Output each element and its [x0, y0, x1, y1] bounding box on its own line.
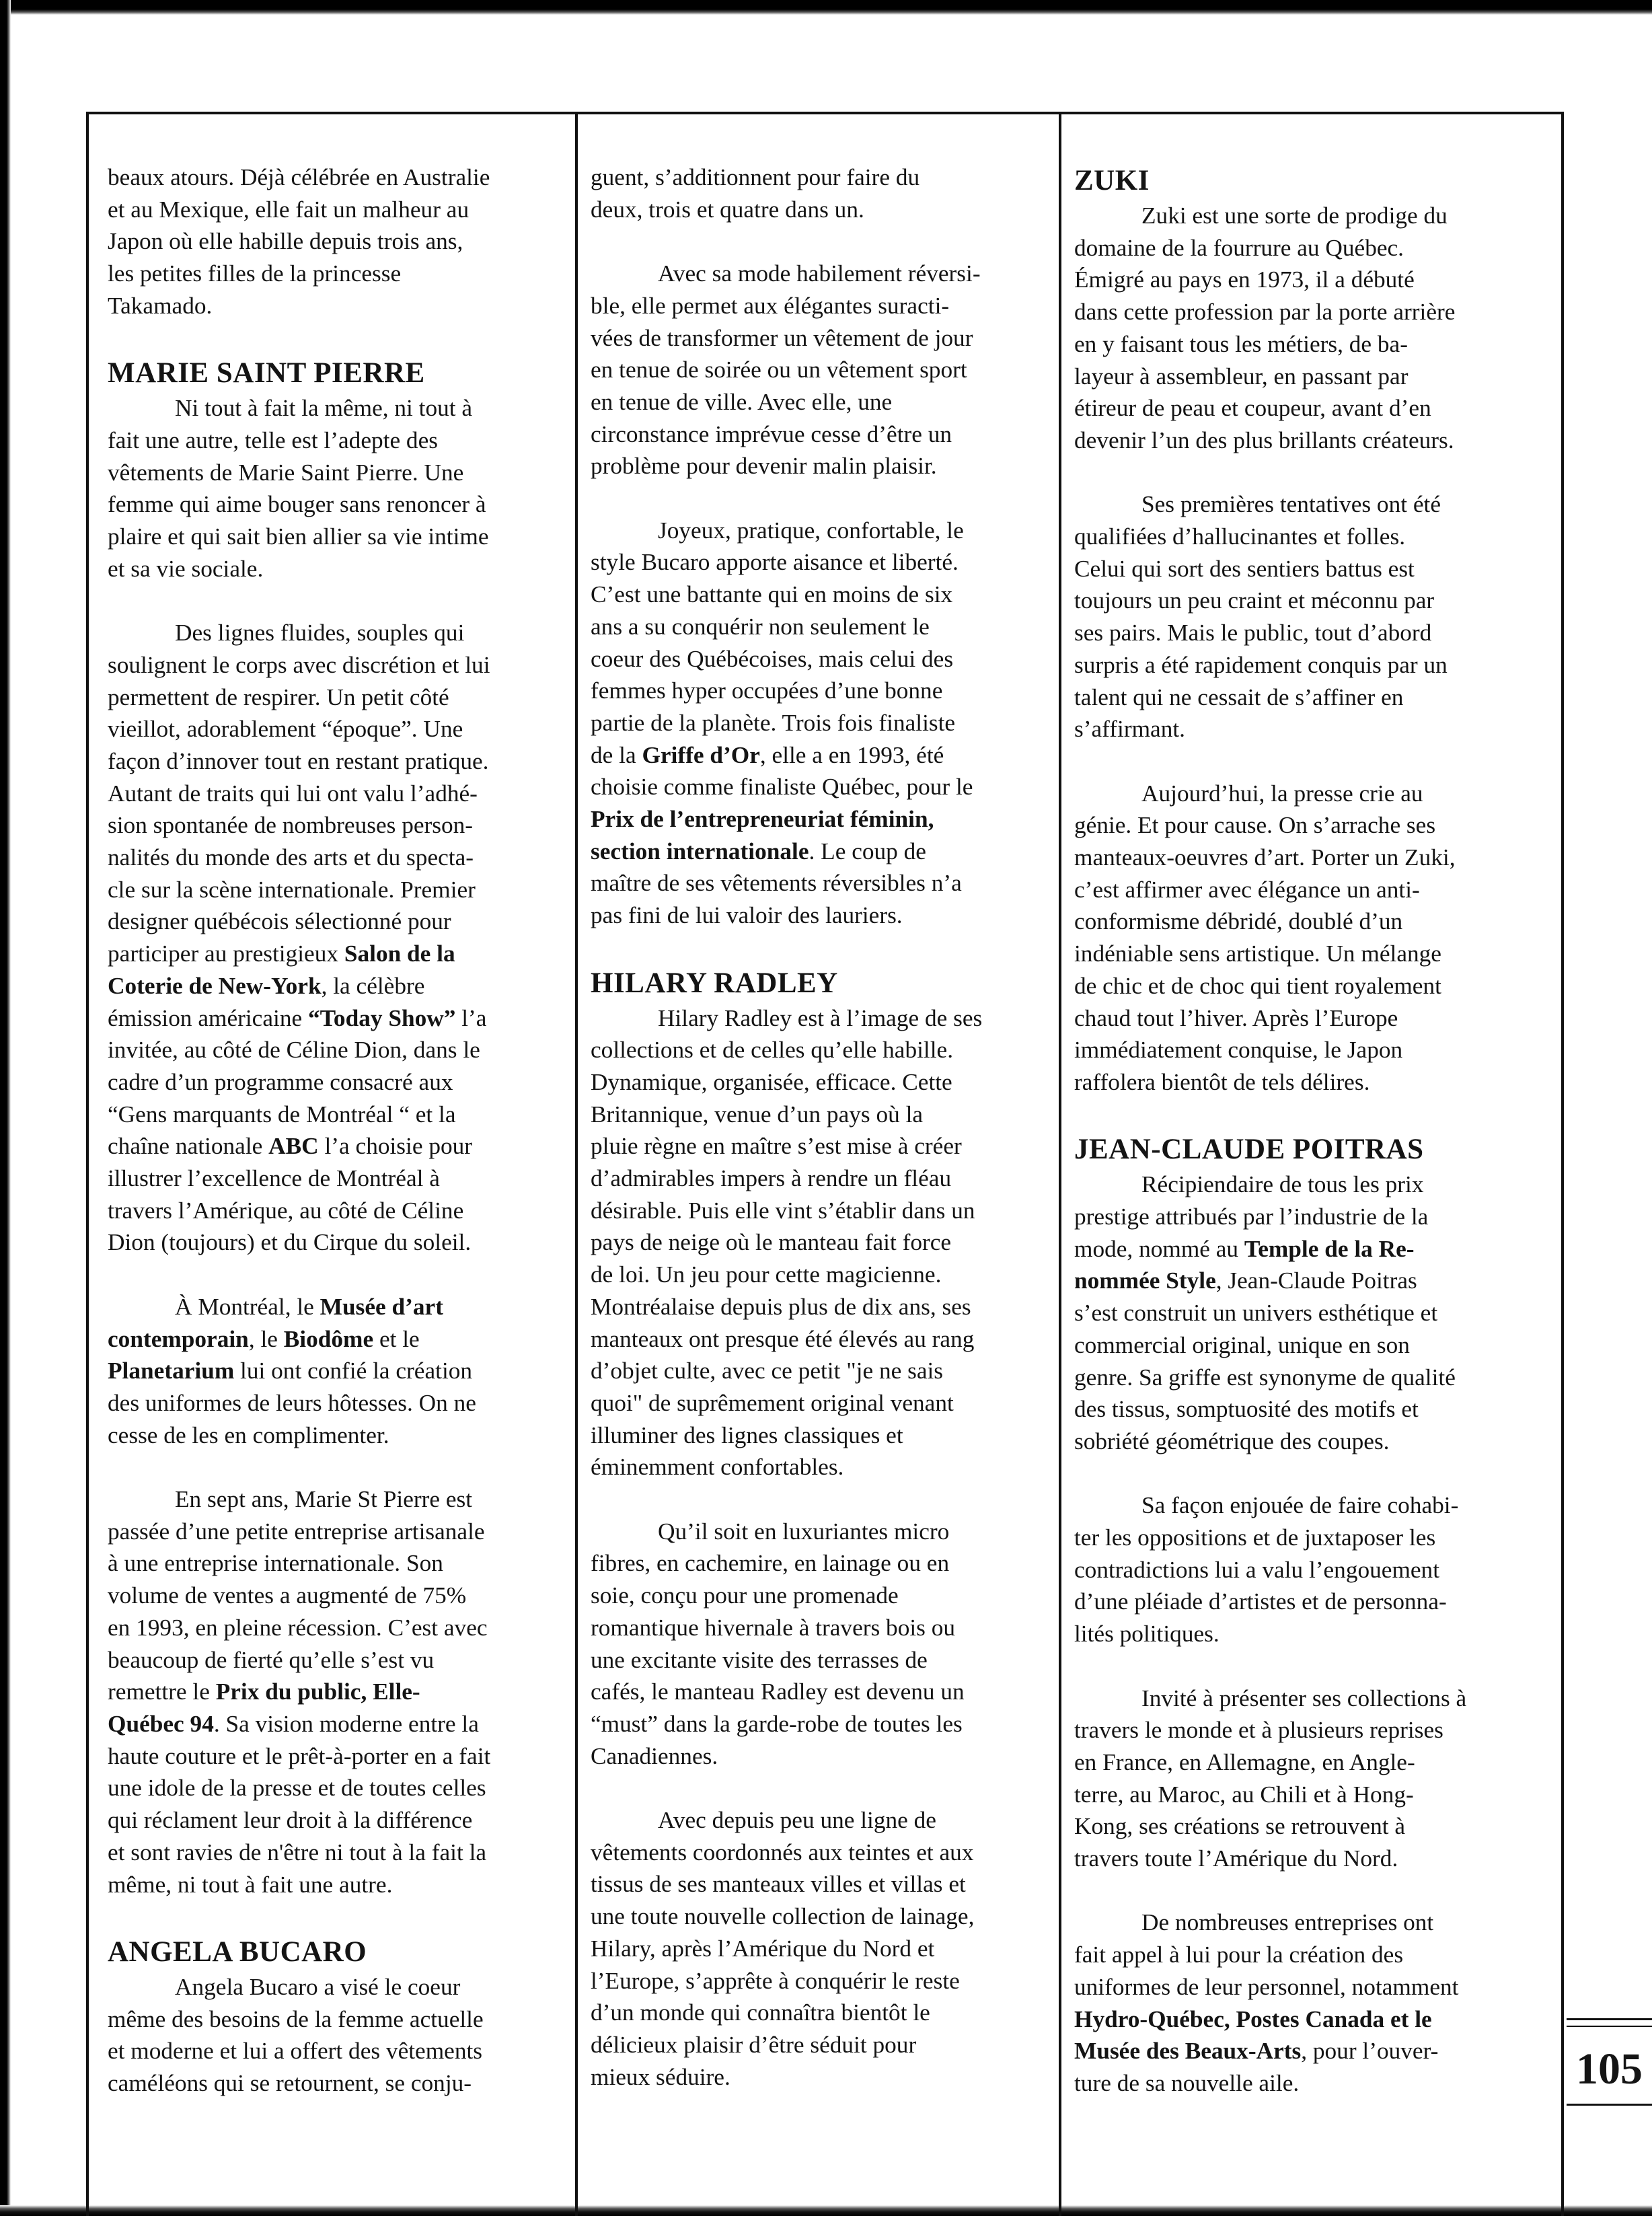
- text-line: éminemment confortables.: [591, 1454, 844, 1481]
- text-line: lités politiques.: [1074, 1621, 1219, 1648]
- paragraph-angela-1: [108, 1971, 572, 2100]
- paragraph-zuki-1: [1074, 200, 1538, 457]
- heading-angela-bucaro: ANGELA BUCARO: [108, 1935, 367, 1968]
- text-line: beaucoup de fierté qu’elle s’est vu: [108, 1646, 435, 1673]
- text-line: conformisme débridé, doublé d’un: [1074, 908, 1403, 935]
- text-line: [108, 1323, 572, 1356]
- text-line: quoi" de suprêmement original venant: [591, 1389, 954, 1416]
- text-line: De nombreuses entreprises ont: [1141, 1909, 1434, 1936]
- text-line: contradictions lui a valu l’engouement: [1074, 1556, 1440, 1583]
- text-line: Canadiennes.: [591, 1742, 718, 1769]
- paragraph-angela-continued: [591, 161, 1055, 225]
- text-line: choisie comme finaliste Québec, pour le: [591, 774, 973, 801]
- paragraph-poitras-4: [1074, 1907, 1538, 2099]
- text-line: “must” dans la garde-robe de toutes les: [591, 1710, 963, 1737]
- column-rule-2: [1059, 112, 1061, 2216]
- text-line: vêtements coordonnés aux teintes et aux: [591, 1839, 974, 1866]
- text-line: en tenue de soirée ou un vêtement sport: [591, 357, 967, 383]
- text-line: manteaux ont presque été élevés au rang: [591, 1325, 975, 1352]
- paragraph-marie-1: [108, 392, 572, 585]
- text-line: s’affirmant.: [1074, 716, 1185, 743]
- paragraph-angela-2: [591, 258, 1055, 482]
- text-line: et au Mexique, elle fait un malheur au: [108, 196, 470, 223]
- text-run: . Sa vision moderne entre la: [213, 1710, 479, 1737]
- text-line: En sept ans, Marie St Pierre est: [175, 1486, 473, 1513]
- text-line: ter les oppositions et de juxtaposer les: [1074, 1524, 1436, 1551]
- text-line: cafés, le manteau Radley est devenu un: [591, 1678, 965, 1705]
- text-line: coeur des Québécoises, mais celui des: [591, 645, 954, 672]
- text-line: immédiatement conquise, le Japon: [1074, 1037, 1403, 1064]
- bold-today-show: “Today Show”: [307, 1004, 456, 1031]
- text-line: uniformes de leur personnel, notamment: [1074, 1973, 1459, 2000]
- text-line: dans cette profession par la porte arrière: [1074, 299, 1456, 326]
- text-line: [591, 739, 1055, 772]
- bold-coterie-new-york: Coterie de New-York: [108, 972, 322, 999]
- text-line: fait une autre, telle est l’adepte des: [108, 427, 438, 453]
- text-line: l’Europe, s’apprête à conquérir le reste: [591, 1967, 960, 1994]
- text-line: femmes hyper occupées d’une bonne: [591, 677, 943, 704]
- text-line: [1074, 1265, 1538, 1297]
- text-run: chaîne nationale: [108, 1133, 269, 1160]
- text-line: nalités du monde des arts et du specta-: [108, 844, 474, 871]
- paragraph-marie-2: [108, 617, 572, 1259]
- text-line: chaud tout l’hiver. Après l’Europe: [1074, 1004, 1398, 1031]
- text-line: Zuki est une sorte de prodige du: [1141, 202, 1448, 229]
- text-line: maître de ses vêtements réversibles n’a: [591, 870, 962, 897]
- text-line: une excitante visite des terrasses de: [591, 1646, 928, 1673]
- text-line: fait appel à lui pour la création des: [1074, 1942, 1404, 1968]
- text-line: [108, 1291, 572, 1323]
- bold-abc: ABC: [268, 1133, 319, 1160]
- paragraph-zuki-3: [1074, 778, 1538, 1099]
- text-line: cadre d’un programme consacré aux: [108, 1068, 453, 1095]
- text-line: layeur à assembleur, en passant par: [1074, 363, 1409, 390]
- text-run: mode, nommé au: [1074, 1235, 1244, 1262]
- text-line: de chic et de choc qui tient royalement: [1074, 972, 1441, 999]
- bold-hydro-postes: Hydro-Québec, Postes Canada et le: [1074, 2005, 1432, 2032]
- text-line: même, ni tout à fait une autre.: [108, 1871, 393, 1898]
- text-line: génie. Et pour cause. On s’arrache ses: [1074, 812, 1436, 839]
- text-line: romantique hivernale à travers bois ou: [591, 1614, 956, 1641]
- text-line: prestige attribués par l’industrie de la: [1074, 1204, 1429, 1230]
- text-line: d’admirables impers à rendre un fléau: [591, 1165, 952, 1192]
- paragraph-marie-4: [108, 1483, 572, 1900]
- text-line: designer québécois sélectionné pour: [108, 908, 451, 935]
- text-line: pas fini de lui valoir des lauriers.: [591, 902, 903, 929]
- paragraph-hilary-2: [591, 1516, 1055, 1773]
- article-column-3: [1074, 161, 1538, 2112]
- text-line: sobriété géométrique des coupes.: [1074, 1428, 1390, 1454]
- text-line: ses pairs. Mais le public, tout d’abord: [1074, 620, 1432, 647]
- text-line: talent qui ne cessait de s’affiner en: [1074, 684, 1404, 710]
- paragraph-marie-3: [108, 1291, 572, 1452]
- text-line: délicieux plaisir d’être séduit pour: [591, 2032, 917, 2058]
- text-run: , pour l’ouver-: [1301, 2038, 1439, 2065]
- text-line: indéniable sens artistique. Un mélange: [1074, 940, 1441, 967]
- text-line: [1074, 1233, 1538, 1265]
- text-line: et moderne et lui a offert des vêtements: [108, 2038, 483, 2065]
- paragraph-poitras-1: [1074, 1169, 1538, 1457]
- text-line: deux, trois et quatre dans un.: [591, 196, 864, 223]
- paragraph-poitras-3: [1074, 1683, 1538, 1875]
- text-line: d’un monde qui connaîtra bientôt le: [591, 1999, 930, 2026]
- text-line: Takamado.: [108, 292, 213, 319]
- text-line: genre. Sa griffe est synonyme de qualité: [1074, 1364, 1456, 1391]
- text-line: les petites filles de la princesse: [108, 260, 402, 287]
- bold-prix-du-public: Prix du public, Elle-: [215, 1678, 420, 1705]
- bold-griffe-dor: Griffe d’Or: [642, 741, 760, 768]
- text-line: Qu’il soit en luxuriantes micro: [658, 1518, 950, 1545]
- text-line: Celui qui sort des sentiers battus est: [1074, 555, 1415, 582]
- text-line: style Bucaro apporte aisance et liberté.: [591, 549, 959, 576]
- text-line: Britannique, venue d’un pays où la: [591, 1101, 924, 1128]
- text-line: [108, 938, 572, 970]
- text-line: caméléons qui se retournent, se conju-: [108, 2070, 472, 2096]
- text-line: en y faisant tous les métiers, de ba-: [1074, 330, 1408, 357]
- paragraph-zuki-2: [1074, 488, 1538, 745]
- text-line: “Gens marquants de Montréal “ et la: [108, 1101, 456, 1128]
- heading-jean-claude-poitras: JEAN-CLAUDE POITRAS: [1074, 1134, 1424, 1166]
- text-line: [591, 836, 1055, 868]
- text-line: soulignent le corps avec discrétion et lui: [108, 651, 490, 678]
- text-line: cesse de les en complimenter.: [108, 1421, 389, 1448]
- heading-hilary-radley: HILARY RADLEY: [591, 967, 838, 999]
- text-line: commercial original, unique en son: [1074, 1331, 1410, 1358]
- text-line: circonstance imprévue cesse d’être un: [591, 420, 952, 447]
- text-line: Avec depuis peu une ligne de: [658, 1807, 936, 1834]
- text-line: une idole de la presse et de toutes celles: [108, 1775, 486, 1802]
- text-line: ans a su conquérir non seulement le: [591, 613, 930, 640]
- text-line: d’objet culte, avec ce petit "je ne sais: [591, 1358, 944, 1384]
- text-run: . Le coup de: [809, 838, 926, 864]
- text-line: toujours un peu craint et méconnu par: [1074, 587, 1435, 614]
- bold-musee-beaux-arts: Musée des Beaux-Arts: [1074, 2038, 1302, 2065]
- text-line: ble, elle permet aux élégantes suracti-: [591, 292, 950, 319]
- text-line: et sont ravies de n'être ni tout à la fait la: [108, 1839, 487, 1866]
- text-line: volume de ventes a augmenté de 75%: [108, 1582, 467, 1609]
- text-line: [1074, 2003, 1538, 2036]
- text-line: vées de transformer un vêtement de jour: [591, 324, 973, 351]
- text-line: passée d’une petite entreprise artisanale: [108, 1518, 485, 1545]
- text-run: remettre le: [108, 1678, 216, 1705]
- text-line: qualifiées d’hallucinantes et folles.: [1074, 523, 1406, 550]
- text-line: [1074, 2035, 1538, 2067]
- scan-edge-top: [0, 0, 1652, 15]
- text-line: [108, 1130, 572, 1162]
- text-line: une toute nouvelle collection de lainage,: [591, 1903, 975, 1930]
- text-line: en 1993, en pleine récession. C’est avec: [108, 1614, 488, 1641]
- text-line: Japon où elle habille depuis trois ans,: [108, 228, 463, 255]
- text-line: Récipiendaire de tous les prix: [1141, 1171, 1424, 1198]
- page-number-box: [1567, 2018, 1652, 2106]
- text-line: d’une pléiade d’artistes et de personna-: [1074, 1588, 1447, 1615]
- text-run: , la célèbre: [321, 972, 425, 999]
- text-line: problème pour devenir malin plaisir.: [591, 453, 937, 480]
- text-line: guent, s’additionnent pour faire du: [591, 164, 920, 190]
- text-line: tissus de ses manteaux villes et villas et: [591, 1871, 966, 1898]
- text-line: qui réclament leur droit à la différence: [108, 1807, 473, 1834]
- text-line: cle sur la scène internationale. Premier: [108, 876, 476, 903]
- text-run: participer au prestigieux: [108, 940, 344, 967]
- text-line: illustrer l’excellence de Montréal à: [108, 1165, 440, 1192]
- text-line: invitée, au côté de Céline Dion, dans le: [108, 1037, 480, 1064]
- text-line: travers le monde et à plusieurs reprises: [1074, 1717, 1443, 1744]
- text-line: pays de neige où le manteau fait force: [591, 1229, 952, 1256]
- text-line: ture de sa nouvelle aile.: [1074, 2069, 1300, 2096]
- text-line: Montréalaise depuis plus de dix ans, ses: [591, 1293, 971, 1320]
- text-line: [108, 1708, 572, 1740]
- text-line: illuminer des lignes classiques et: [591, 1421, 903, 1448]
- bold-nommee-style: nommée Style: [1074, 1267, 1216, 1294]
- paragraph-intro-continued: [108, 161, 572, 322]
- text-line: plaire et qui sait bien allier sa vie intime: [108, 523, 489, 550]
- bold-temple-renommee: Temple de la Re-: [1244, 1235, 1415, 1262]
- text-run: , Jean-Claude Poitras: [1215, 1267, 1417, 1294]
- page-number: 105: [1576, 2044, 1643, 2094]
- text-line: partie de la planète. Trois fois finaliste: [591, 709, 956, 736]
- text-line: C’est une battante qui en moins de six: [591, 581, 953, 608]
- text-line: [108, 970, 572, 1002]
- text-line: permettent de respirer. Un petit côté: [108, 684, 449, 710]
- text-run: lui ont confié la création: [234, 1358, 473, 1384]
- text-line: femme qui aime bouger sans renoncer à: [108, 491, 486, 518]
- scan-edge-left: [0, 0, 11, 2216]
- text-line: et sa vie sociale.: [108, 555, 264, 582]
- text-run: l’a: [455, 1004, 487, 1031]
- text-line: collections et de celles qu’elle habille.: [591, 1037, 954, 1064]
- text-line: Avec sa mode habilement réversi-: [658, 260, 981, 287]
- text-line: façon d’innover tout en restant pratique.: [108, 747, 489, 774]
- bold-quebec-94: Québec 94: [108, 1710, 214, 1737]
- text-line: [108, 1355, 572, 1387]
- column-rule-1: [575, 112, 578, 2216]
- text-line: soie, conçu pour une promenade: [591, 1582, 899, 1609]
- text-line: Émigré au pays en 1973, il a débuté: [1074, 266, 1415, 293]
- text-line: raffolera bientôt de tels délires.: [1074, 1068, 1370, 1095]
- text-run: À Montréal, le: [175, 1293, 320, 1320]
- text-line: en France, en Allemagne, en Angle-: [1074, 1748, 1415, 1775]
- bold-biodome: Biodôme: [283, 1325, 374, 1352]
- text-line: mieux séduire.: [591, 2063, 730, 2090]
- heading-zuki: ZUKI: [1074, 165, 1150, 196]
- text-line: à une entreprise internationale. Son: [108, 1550, 443, 1577]
- text-line: Kong, ses créations se retrouvent à: [1074, 1813, 1406, 1840]
- paragraph-poitras-2: [1074, 1489, 1538, 1650]
- text-run: , elle a en 1993, été: [759, 741, 944, 768]
- text-line: même des besoins de la femme actuelle: [108, 2005, 484, 2032]
- text-line: désirable. Puis elle vint s’établir dans un: [591, 1197, 975, 1224]
- text-run: , le: [248, 1325, 284, 1352]
- text-line: Ses premières tentatives ont été: [1141, 491, 1441, 518]
- text-line: devenir l’un des plus brillants créateurs.: [1074, 427, 1454, 453]
- text-line: Angela Bucaro a visé le coeur: [175, 1973, 461, 2000]
- text-line: de loi. Un jeu pour cette magicienne.: [591, 1261, 942, 1288]
- bold-prix-entrepreneuriat: Prix de l’entrepreneuriat féminin,: [591, 806, 934, 833]
- text-line: c’est affirmer avec élégance un anti-: [1074, 876, 1420, 903]
- text-run: l’a choisie pour: [318, 1133, 473, 1160]
- article-column-1: [108, 161, 572, 2112]
- text-line: des tissus, somptuosité des motifs et: [1074, 1396, 1419, 1423]
- text-run: émission américaine: [108, 1004, 308, 1031]
- text-run: et le: [373, 1325, 420, 1352]
- text-line: domaine de la fourrure au Québec.: [1074, 234, 1404, 261]
- text-line: Ni tout à fait la même, ni tout à: [175, 395, 473, 422]
- text-line: s’est construit un univers esthétique et: [1074, 1300, 1438, 1327]
- bold-salon-coterie: Salon de la: [344, 940, 455, 967]
- text-line: vêtements de Marie Saint Pierre. Une: [108, 459, 464, 486]
- text-line: [591, 803, 1055, 836]
- text-line: haute couture et le prêt-à-porter en a fait: [108, 1742, 491, 1769]
- text-line: [108, 1676, 572, 1708]
- text-line: Dion (toujours) et du Cirque du soleil.: [108, 1229, 472, 1256]
- paragraph-angela-3: [591, 515, 1055, 932]
- text-line: Hilary Radley est à l’image de ses: [658, 1004, 983, 1031]
- text-line: Aujourd’hui, la presse crie au: [1141, 780, 1423, 807]
- text-line: étireur de peau et coupeur, avant d’en: [1074, 395, 1431, 422]
- text-line: [108, 1002, 572, 1035]
- bold-musee-art: Musée d’art: [320, 1293, 443, 1320]
- heading-marie-saint-pierre: MARIE SAINT PIERRE: [108, 357, 425, 390]
- bold-planetarium: Planetarium: [108, 1358, 235, 1384]
- text-line: manteaux-oeuvres d’art. Porter un Zuki,: [1074, 844, 1456, 871]
- text-line: travers l’Amérique, au côté de Céline: [108, 1197, 464, 1224]
- text-line: beaux atours. Déjà célébrée en Australie: [108, 164, 490, 190]
- text-line: Des lignes fluides, souples qui: [175, 620, 465, 647]
- text-line: Sa façon enjouée de faire cohabi-: [1141, 1492, 1459, 1519]
- paragraph-hilary-1: [591, 1002, 1055, 1484]
- text-line: des uniformes de leurs hôtesses. On ne: [108, 1389, 476, 1416]
- text-run: de la: [591, 741, 642, 768]
- text-line: Dynamique, organisée, efficace. Cette: [591, 1068, 952, 1095]
- text-line: pluie règne en maître s’est mise à créer: [591, 1133, 962, 1160]
- text-line: surpris a été rapidement conquis par un: [1074, 651, 1448, 678]
- text-line: Joyeux, pratique, confortable, le: [658, 517, 964, 544]
- bold-section-internationale: section internationale: [591, 838, 809, 864]
- text-line: Invité à présenter ses collections à: [1141, 1685, 1467, 1711]
- paragraph-hilary-3: [591, 1804, 1055, 2093]
- text-line: vieillot, adorablement “époque”. Une: [108, 716, 463, 743]
- bold-contemporain: contemporain: [108, 1325, 249, 1352]
- text-line: travers toute l’Amérique du Nord.: [1074, 1845, 1398, 1872]
- article-column-2: [591, 161, 1055, 2112]
- text-line: Autant de traits qui lui ont valu l’adhé-: [108, 780, 478, 807]
- text-line: en tenue de ville. Avec elle, une: [591, 388, 893, 415]
- text-line: fibres, en cachemire, en lainage ou en: [591, 1550, 950, 1577]
- text-line: Hilary, après l’Amérique du Nord et: [591, 1935, 935, 1962]
- text-line: sion spontanée de nombreuses person-: [108, 812, 474, 839]
- text-line: terre, au Maroc, au Chili et à Hong-: [1074, 1781, 1414, 1808]
